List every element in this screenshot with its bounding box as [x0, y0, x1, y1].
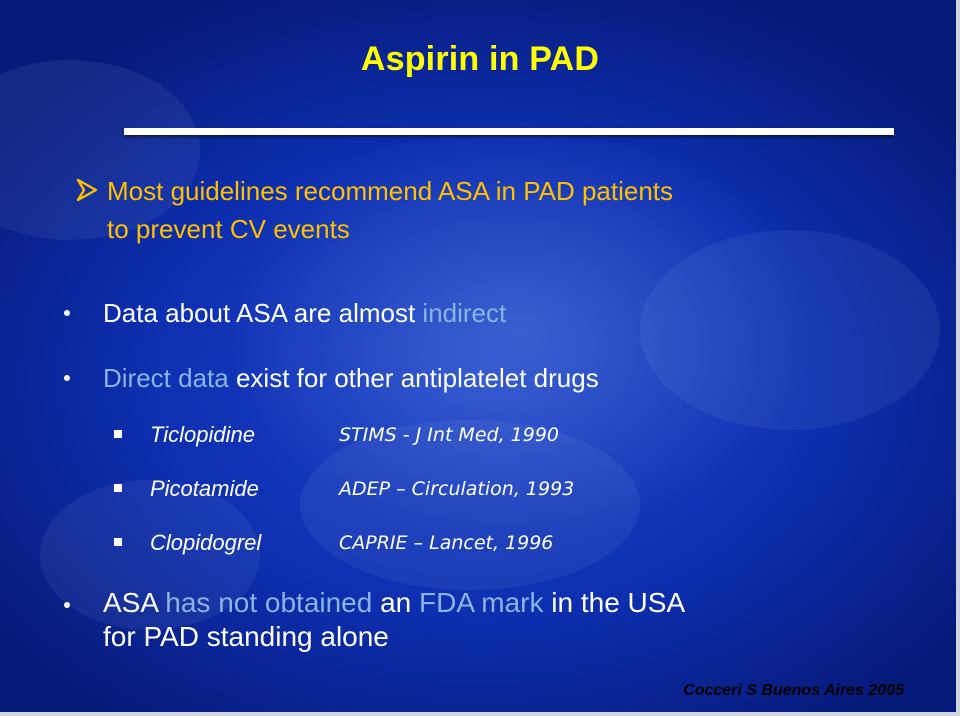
bullet-highlight: indirect [422, 298, 507, 328]
square-bullet-icon [114, 538, 122, 546]
background-cell-shape [640, 230, 940, 430]
bullet-text: an [372, 587, 420, 618]
fda-line1 [103, 586, 863, 620]
slide-title: Aspirin in PAD [360, 40, 600, 78]
bullet-dot-icon [64, 375, 70, 381]
bullet-text: ASA [103, 587, 166, 618]
drug-reference: ADEP – Circulation, 1993 [339, 478, 575, 500]
bullet-dot-icon [64, 310, 70, 316]
drug-reference: CAPRIE – Lancet, 1996 [339, 532, 554, 554]
bullet-dot-icon [64, 602, 70, 608]
title-divider [124, 128, 894, 135]
slide-credit: Cocceri S Buenos Aires 2005 [683, 682, 904, 699]
bullet-text: Data about ASA are almost [103, 298, 423, 328]
fda-line2: for PAD standing alone [103, 621, 389, 652]
drug-reference: STIMS - J Int Med, 1990 [339, 424, 560, 446]
drug-name: Ticlopidine [150, 422, 255, 447]
square-bullet-icon [114, 430, 122, 438]
drug-name: Clopidogrel [150, 530, 262, 555]
square-bullet-icon [114, 484, 122, 492]
bullet-highlight: has not obtained [165, 587, 373, 618]
arrow-point-line1: Most guidelines recommend ASA in PAD patients [107, 176, 674, 206]
bullet-text: in the USA [543, 587, 686, 618]
bullet-highlight: Direct data [103, 363, 229, 393]
arrow-bullet-icon [76, 177, 98, 203]
bullet-highlight: FDA mark [419, 587, 544, 618]
bullet-text: exist for other antiplatelet drugs [228, 363, 599, 393]
arrow-point-line2: to prevent CV events [107, 214, 350, 244]
drug-name: Picotamide [150, 476, 259, 501]
arrow-point-text [107, 172, 847, 248]
